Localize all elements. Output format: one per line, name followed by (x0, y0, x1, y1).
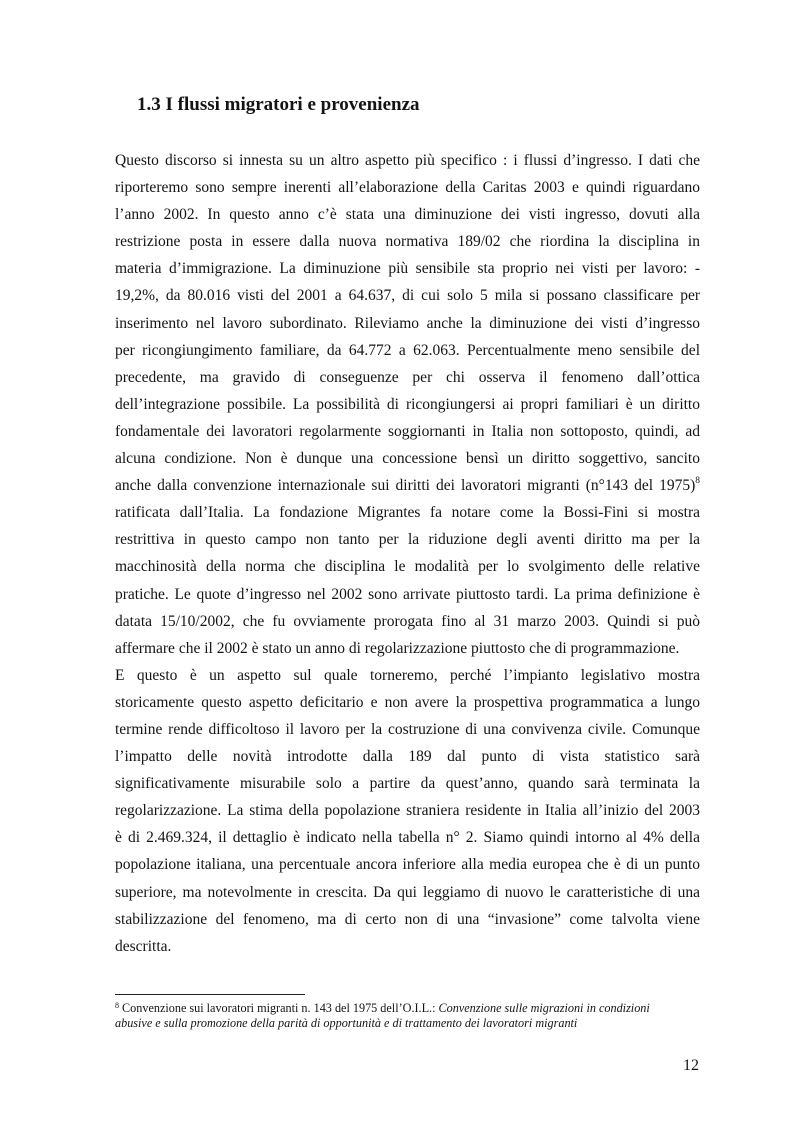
paragraph-line-text: anche dalla convenzione internazionale sui diritti dei lavoratori migranti (n°143 del 1975) (115, 477, 696, 495)
paragraph-line: inserimento nel lavoro subordinato. Rileviamo anche la diminuzione dei visti d’ingresso (115, 314, 700, 332)
paragraph-line: pratiche. Le quote d’ingresso nel 2002 sono arrivate piuttosto tardi. La prima definizione è (115, 585, 700, 603)
paragraph-line: termine rende difficoltoso il lavoro per la costruzione di una convivenza civile. Comunque (115, 720, 700, 738)
body-paragraph (115, 147, 700, 960)
paragraph-line: dell’integrazione possibile. La possibilità di ricongiungersi ai propri familiari è un diritto (115, 395, 700, 413)
paragraph-line: alcuna condizione. Non è dunque una concessione bensì un diritto soggettivo, sancito (115, 450, 700, 468)
paragraph-line: 19,2%, da 80.016 visti del 2001 a 64.637, di cui solo 5 mila si possano classificare per (115, 287, 700, 305)
paragraph-line: regolarizzazione. La stima della popolazione straniera residente in Italia all’inizio del 2003 (115, 802, 700, 820)
paragraph-line: fondamentale dei lavoratori regolarmente soggiornanti in Italia non sottoposto, quindi, ad (115, 422, 700, 440)
paragraph-line: macchinosità della norma che disciplina le modalità per lo svolgimento delle relative (115, 558, 700, 576)
footnote-title-text: abusive e sulla promozione della parità di opportunità e di trattamento dei lavoratori migranti (115, 1016, 578, 1030)
paragraph-line-with-footnote-ref (115, 472, 700, 499)
footnote-reference[interactable]: 8 (695, 476, 700, 487)
paragraph-line: superiore, ma notevolmente in crescita. Da qui leggiamo di nuovo le caratteristiche di una (115, 883, 700, 901)
footnote-divider (115, 994, 305, 995)
paragraph-line: ratificata dall’Italia. La fondazione Migrantes fa notare come la Bossi-Fini si mostra (115, 504, 700, 522)
paragraph-line: significativamente misurabile solo a partire da quest’anno, quando sarà terminata la (115, 775, 700, 793)
paragraph-line: materia d’immigrazione. La diminuzione più sensibile sta proprio nei visti per lavoro: - (115, 260, 700, 278)
paragraph-line: precedente, ma gravido di conseguenze per chi osserva il fenomeno dall’ottica (115, 368, 700, 386)
footnote-title-text: Convenzione sulle migrazioni in condizioni (438, 1001, 650, 1015)
footnote-source-text: Convenzione sui lavoratori migranti n. 143 del 1975 dell’O.I.L.: (119, 1001, 439, 1015)
footnote-mark: 8 (115, 1001, 119, 1010)
footnote-line (115, 1001, 700, 1016)
paragraph-line: affermare che il 2002 è stato un anno di regolarizzazione piuttosto che di programmazione. (115, 639, 680, 657)
paragraph-line: restrizione posta in essere dalla nuova normativa 189/02 che riordina la disciplina in (115, 233, 700, 251)
paragraph-line: stabilizzazione del fenomeno, ma di certo non di una “invasione” come talvolta viene (115, 910, 700, 928)
paragraph-line: Questo discorso si innesta su un altro aspetto più specifico : i flussi d’ingresso. I dati che (115, 152, 700, 169)
paragraph-line: per ricongiungimento familiare, da 64.772 a 62.063. Percentualmente meno sensibile del (115, 341, 700, 359)
paragraph-line: l’anno 2002. In questo anno c’è stata una diminuzione dei visti ingresso, dovuti alla (115, 206, 700, 224)
footnote-line (115, 1016, 700, 1031)
paragraph-line: datata 15/10/2002, che fu ovviamente prorogata fino al 31 marzo 2003. Quindi si può (115, 612, 700, 630)
paragraph-line: riporteremo sono sempre inerenti all’elaborazione della Caritas 2003 e quindi riguardano (115, 179, 700, 197)
footnote (115, 1001, 700, 1031)
paragraph-line: popolazione italiana, una percentuale ancora inferiore alla media europea che è di un punto (115, 856, 700, 874)
paragraph-line: storicamente questo aspetto deficitario e non avere la prospettiva programmatica a lungo (115, 693, 700, 711)
page-number: 12 (683, 1057, 699, 1074)
paragraph-line: l’impatto delle novità introdotte dalla 189 dal punto di vista statistico sarà (115, 748, 700, 766)
section-heading: 1.3 I flussi migratori e provenienza (137, 94, 420, 115)
paragraph-line: è di 2.469.324, il dettaglio è indicato nella tabella n° 2. Siamo quindi intorno al 4% della (115, 829, 700, 847)
paragraph-line: E questo è un aspetto sul quale torneremo, perché l’impianto legislativo mostra (115, 666, 700, 684)
paragraph-line: restrittiva in questo campo non tanto per la riduzione degli aventi diritto ma per la (115, 531, 700, 549)
paragraph-line: descritta. (115, 937, 172, 955)
